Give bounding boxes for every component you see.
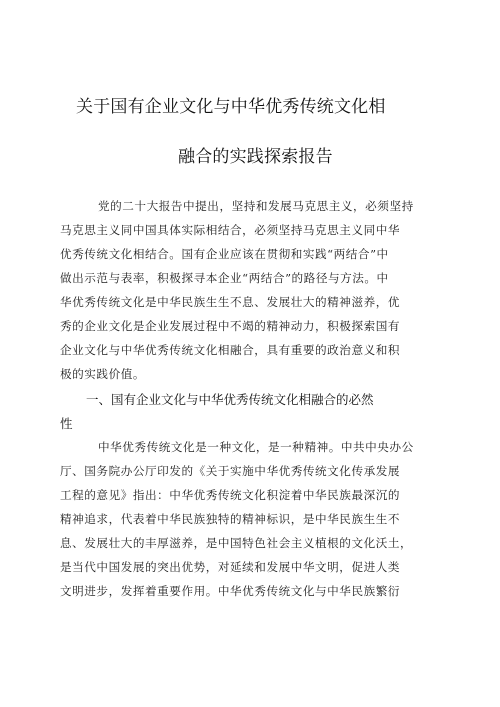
paragraph-1-line: 华优秀传统文化是中华民族生生不息、发展壮大的精神滋养，优 bbox=[60, 295, 401, 309]
paragraph-2-line: 中华优秀传统文化是一种文化，是一种精神。中共中央办公 bbox=[98, 440, 414, 454]
paragraph-2-line: 文明进步，发挥着重要作用。中华优秀传统文化与中华民族繁衍 bbox=[60, 584, 401, 598]
paragraph-1-line: 优秀传统文化相结合。国有企业应该在贯彻和实践“两结合”中 bbox=[60, 247, 389, 261]
section-1-heading-continuation: 性 bbox=[60, 416, 73, 431]
paragraph-2-line: 息、发展壮大的丰厚滋养，是中国特色社会主义植根的文化沃土， bbox=[60, 536, 413, 550]
paragraph-2-line: 工程的意见》指出：中华优秀传统文化积淀着中华民族最深沉的 bbox=[60, 488, 401, 502]
paragraph-1-line: 做出示范与表率，积极探寻本企业“两结合”的路径与方法。中 bbox=[60, 271, 389, 285]
paragraph-1-line: 马克思主义同中国具体实际相结合，必须坚持马克思主义同中华 bbox=[60, 223, 401, 237]
document-title-line-1: 关于国有企业文化与中华优秀传统文化相 bbox=[76, 97, 386, 117]
paragraph-1-line: 党的二十大报告中提出，坚持和发展马克思主义，必须坚持 bbox=[98, 199, 414, 213]
paragraph-1-line: 企业文化与中华优秀传统文化相融合，具有重要的政治意义和积 bbox=[60, 343, 401, 357]
paragraph-2-line: 精神追求，代表着中华民族独特的精神标识，是中华民族生生不 bbox=[60, 512, 401, 526]
paragraph-2-line: 厅、国务院办公厅印发的《关于实施中华优秀传统文化传承发展 bbox=[60, 464, 401, 478]
paragraph-1-line: 极的实践价值。 bbox=[60, 367, 146, 381]
paragraph-2-line: 是当代中国发展的突出优势，对延续和发展中华文明，促进人类 bbox=[60, 560, 401, 574]
paragraph-1-line: 秀的企业文化是企业发展过程中不竭的精神动力，积极探索国有 bbox=[60, 319, 401, 333]
document-title-line-2: 融合的实践探索报告 bbox=[178, 147, 333, 167]
section-1-heading: 一、国有企业文化与中华优秀传统文化相融合的必然 bbox=[86, 392, 374, 407]
